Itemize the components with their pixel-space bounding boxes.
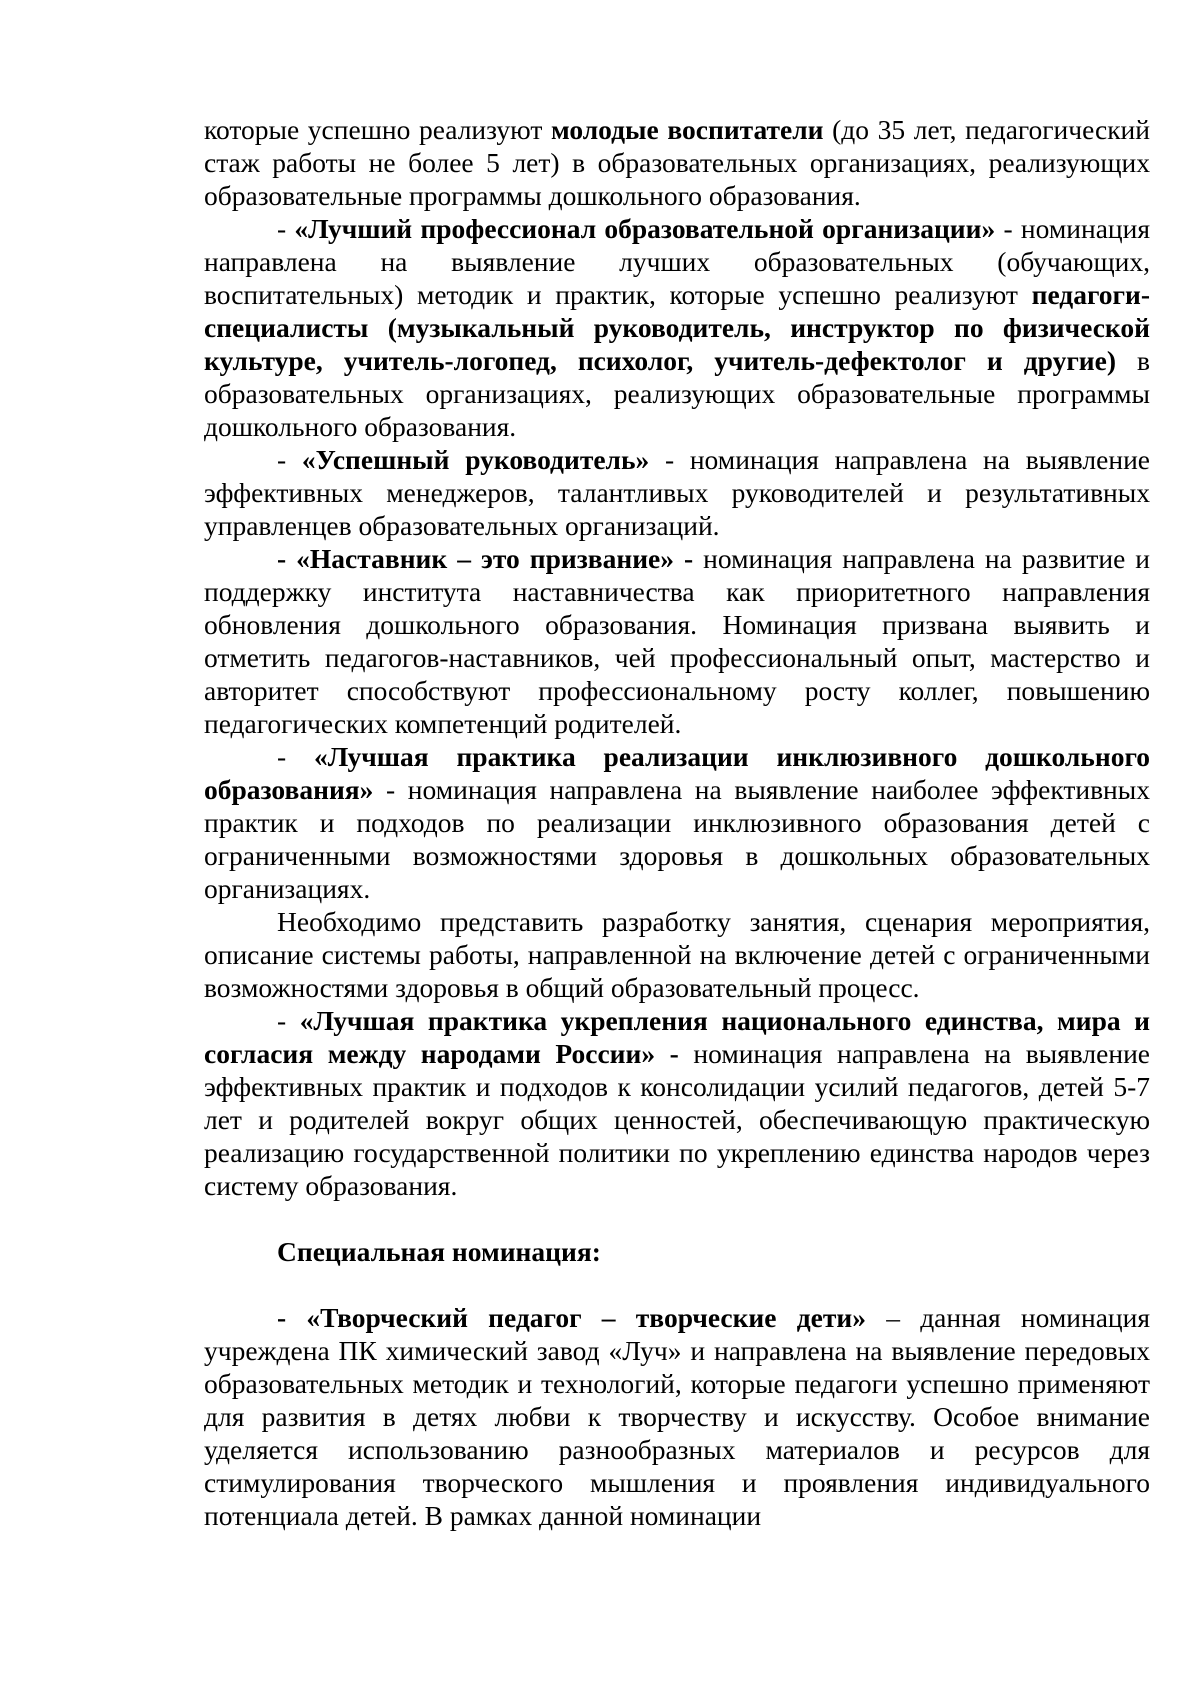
paragraph-national-unity xyxy=(204,1004,1150,1202)
text-segment: - xyxy=(277,444,302,475)
bold-text-segment: - «Творческий педагог – творческие дети» xyxy=(277,1302,866,1333)
text-segment: которые успешно реализуют xyxy=(204,114,551,145)
text-segment: - номинация направлена на выявление наиболее эффективных практик и подходов по реализации инклюзивного образования детей с ограниченными возможностями здоровья в дошкольных образовательных организациях. xyxy=(204,774,1150,904)
paragraph-young-educators xyxy=(204,113,1150,212)
document-body xyxy=(204,113,1150,1532)
text-segment: - xyxy=(277,1005,300,1036)
bold-text-segment: молодые воспитатели xyxy=(551,114,824,145)
text-segment: - номинация направлена на выявление эффективных менеджеров, талантливых руководителей и результативных управленцев образовательных организаций. xyxy=(204,444,1150,541)
bold-text-segment: педагоги-специалисты (музыкальный руководитель, инструктор по физической культуре, учитель-логопед, психолог, учитель-дефектолог и другие) xyxy=(204,279,1150,376)
bold-text-segment: «Лучшая практика реализации инклюзивного дошкольного образования» xyxy=(204,741,1150,805)
text-segment: – данная номинация учреждена ПК химический завод «Луч» и направлена на выявление передовых образовательных методик и технологий, которые педагоги успешно применяют для развития в детях любви к творчеству и искусству. Особое внимание уделяется использованию разнообразных материалов и ресурсов для стимулирования творческого мышления и проявления индивидуального потенциала детей. В рамках данной номинации xyxy=(204,1302,1150,1531)
bold-text-segment: - «Наставник – это призвание» - xyxy=(277,543,694,574)
paragraph-successful-leader xyxy=(204,443,1150,542)
bold-text-segment: «Успешный руководитель» xyxy=(301,444,650,475)
paragraph-inclusive-practice xyxy=(204,740,1150,905)
paragraph-best-professional xyxy=(204,212,1150,443)
text-segment: номинация направлена на выявление эффективных практик и подходов к консолидации усилий педагогов, детей 5-7 лет и родителей вокруг общих ценностей, обеспечивающую практическую реализацию государственной политики по укреплению единства народов через систему образования. xyxy=(204,1038,1150,1201)
paragraph-creative-teacher xyxy=(204,1301,1150,1532)
text-segment: - номинация направлена на выявление лучших образовательных (обучающих, воспитательных) методик и практик, которые успешно реализуют xyxy=(204,213,1150,310)
text-segment: (до 35 лет, педагогический стаж работы не более 5 лет) в образовательных организациях, реализующих образовательные программы дошкольного образования. xyxy=(204,114,1150,211)
text-segment: в образовательных организациях, реализующих образовательные программы дошкольного образования. xyxy=(204,345,1150,442)
paragraph-mentor xyxy=(204,542,1150,740)
text-segment: номинация направлена на развитие и поддержку института наставничества как приоритетного направления обновления дошкольного образования. Номинация призвана выявить и отметить педагогов-наставников, чей профессиональный опыт, мастерство и авторитет способствуют профессиональному росту коллег, повышению педагогических компетенций родителей. xyxy=(204,543,1151,739)
bold-text-segment: «Лучший профессионал образовательной организации» xyxy=(294,213,996,244)
text-segment: Необходимо представить разработку занятия, сценария мероприятия, описание системы работы, направленной на включение детей с ограниченными возможностями здоровья в общий образовательный процесс. xyxy=(204,906,1150,1003)
text-segment: - xyxy=(277,213,295,244)
special-nomination-heading: Специальная номинация: xyxy=(277,1236,601,1267)
text-segment: - xyxy=(277,741,314,772)
bold-text-segment: «Лучшая практика укрепления национального единства, мира и согласия между народами России» - xyxy=(204,1005,1150,1069)
paragraph-inclusive-requirements xyxy=(204,905,1150,1004)
